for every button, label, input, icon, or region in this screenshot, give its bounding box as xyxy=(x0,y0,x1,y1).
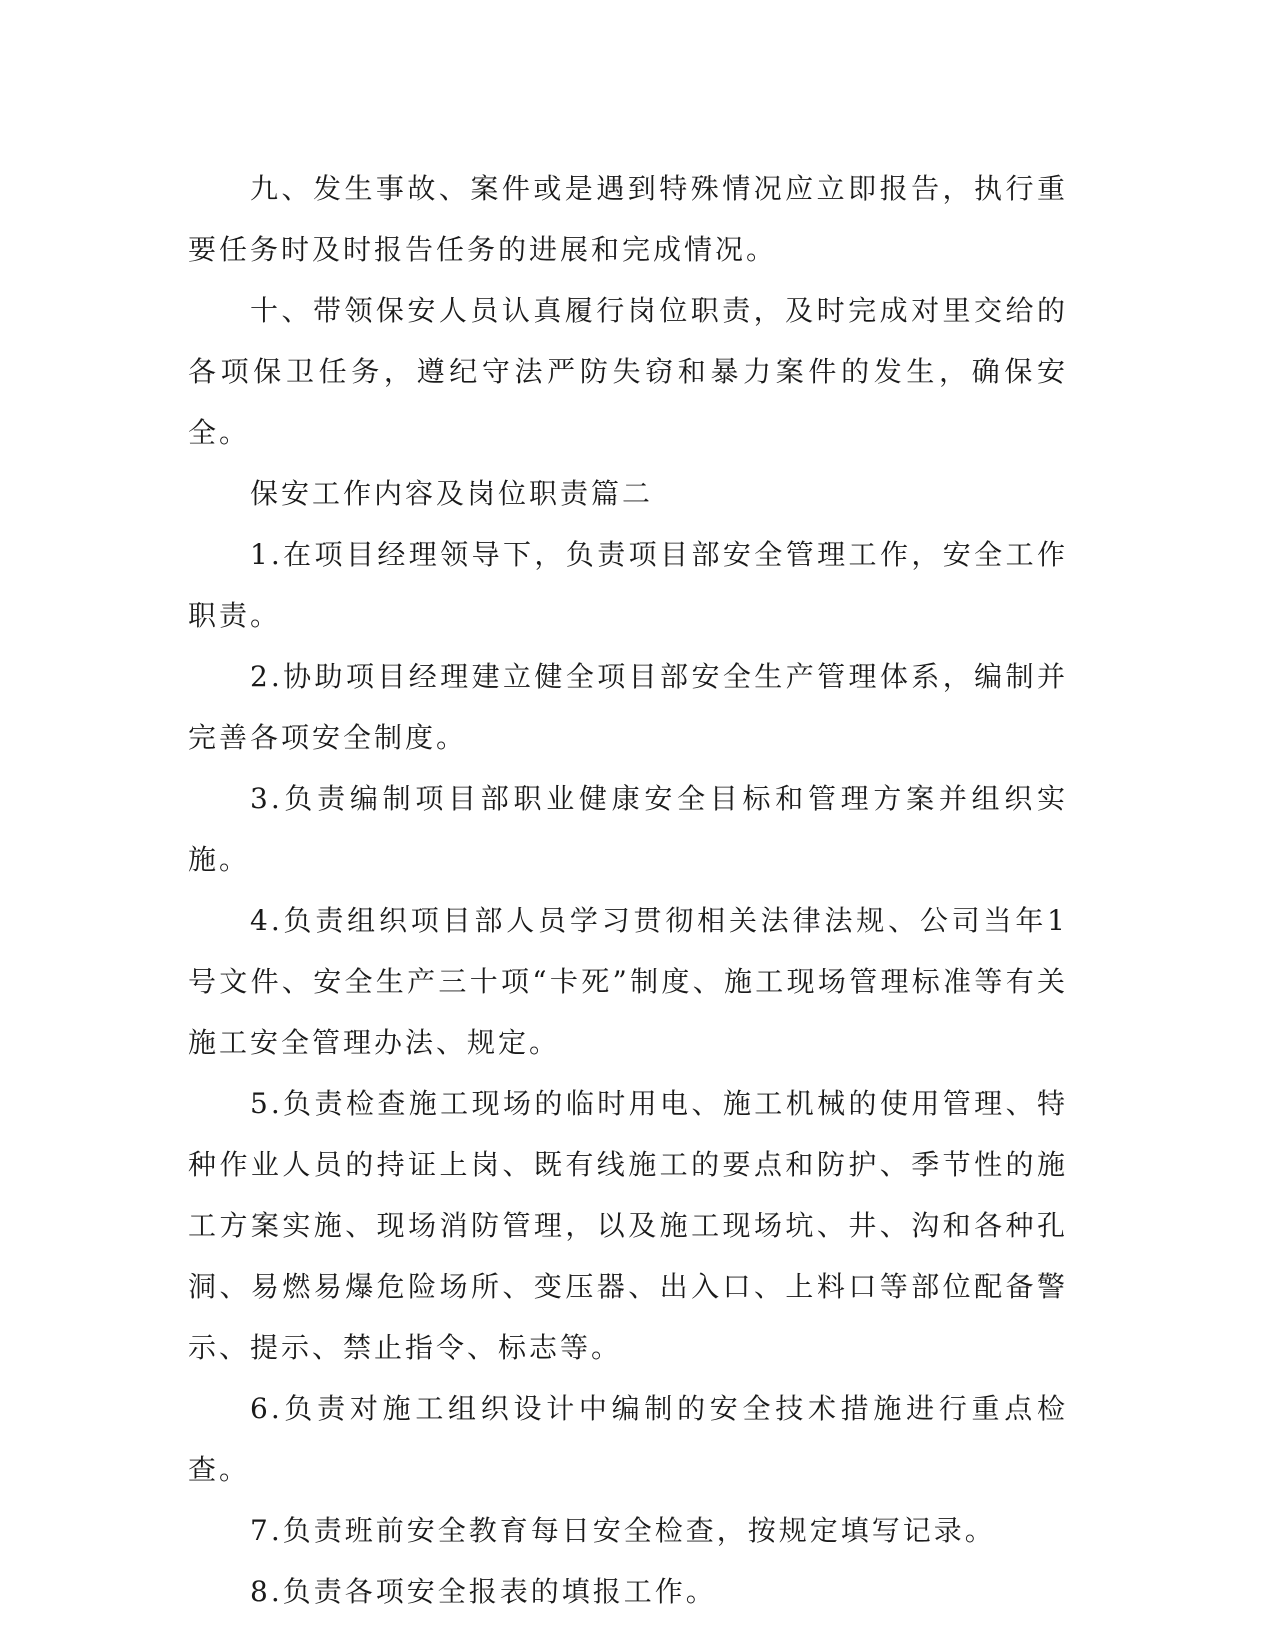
paragraph-duty-7: 7.负责班前安全教育每日安全检查，按规定填写记录。 xyxy=(250,1514,996,1547)
paragraph-duty-2: 2.协助项目经理建立健全项目部安全生产管理体系，编制并完善各项安全制度。 xyxy=(188,660,1068,754)
paragraph-duty-4: 4.负责组织项目部人员学习贯彻相关法律法规、公司当年1号文件、安全生产三十项“卡死”制度、施工现场管理标准等有关施工安全管理办法、规定。 xyxy=(188,904,1068,1059)
paragraph-item-9: 九、发生事故、案件或是遇到特殊情况应立即报告，执行重要任务时及时报告任务的进展和完成情况。 xyxy=(188,172,1068,266)
paragraph-duty-1: 1.在项目经理领导下，负责项目部安全管理工作，安全工作职责。 xyxy=(188,538,1068,632)
paragraph-duty-8: 8.负责各项安全报表的填报工作。 xyxy=(250,1575,717,1608)
paragraph-duty-3: 3.负责编制项目部职业健康安全目标和管理方案并组织实施。 xyxy=(188,782,1068,876)
section-heading: 保安工作内容及岗位职责篇二 xyxy=(250,477,654,510)
document-body xyxy=(188,158,1068,1622)
paragraph-duty-6: 6.负责对施工组织设计中编制的安全技术措施进行重点检查。 xyxy=(188,1392,1068,1486)
paragraph-item-10: 十、带领保安人员认真履行岗位职责，及时完成对里交给的各项保卫任务，遵纪守法严防失窃和暴力案件的发生，确保安全。 xyxy=(188,294,1068,449)
paragraph-duty-5: 5.负责检查施工现场的临时用电、施工机械的使用管理、特种作业人员的持证上岗、既有线施工的要点和防护、季节性的施工方案实施、现场消防管理，以及施工现场坑、井、沟和各种孔洞、易燃易爆危险场所、变压器、出入口、上料口等部位配备警示、提示、禁止指令、标志等。 xyxy=(188,1087,1068,1364)
